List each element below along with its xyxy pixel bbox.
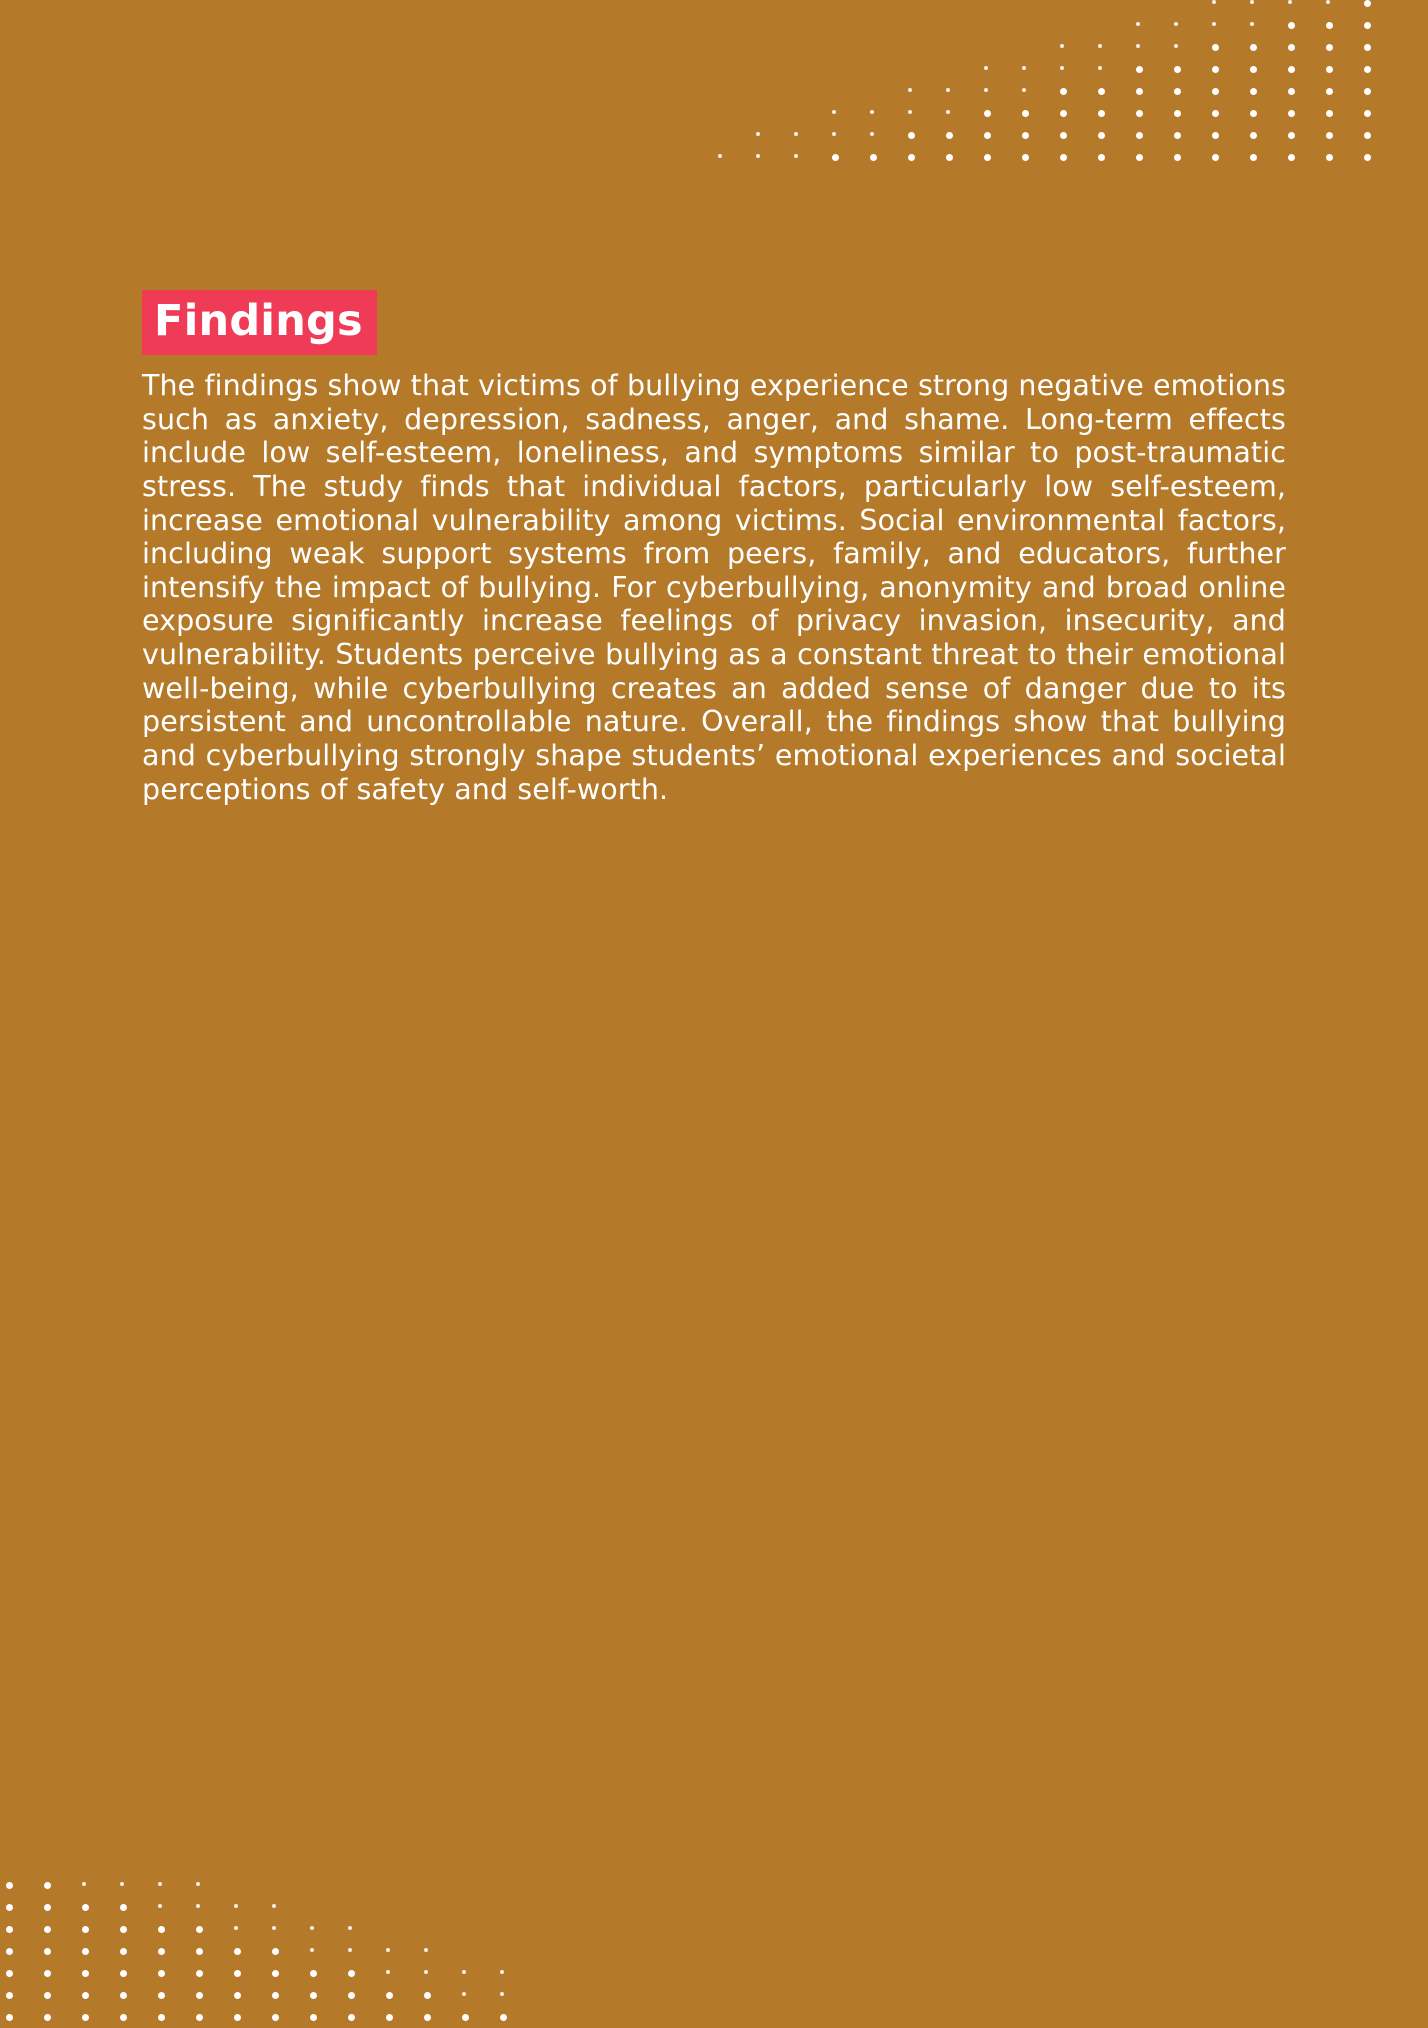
content-block <box>142 290 1286 835</box>
section-heading: Findings <box>142 290 377 355</box>
dot-pattern-bottom-left-icon <box>0 1874 522 2028</box>
section-heading-wrapper <box>142 290 377 355</box>
dot-pattern-top-right-icon <box>718 0 1428 170</box>
section-body-text: The findings show that victims of bullying experience strong negative emotions such as anxiety, depression, sadness, anger, and shame. Long-term effects include low self-esteem, loneliness, and symptoms similar to post-traumatic stress. The study finds that individual factors, particularly low self-esteem, increase emotional vulnerability among victims. Social environmental factors, including weak support systems from peers, family, and educators, further intensify the impact of bullying. For cyberbullying, anonymity and broad online exposure significantly increase feelings of privacy invasion, insecurity, and vulnerability. Students perceive bullying as a constant threat to their emotional well-being, while cyberbullying creates an added sense of danger due to its persistent and uncontrollable nature. Overall, the findings show that bullying and cyberbullying strongly shape students’ emotional experiences and societal perceptions of safety and self-worth. <box>142 369 1287 806</box>
